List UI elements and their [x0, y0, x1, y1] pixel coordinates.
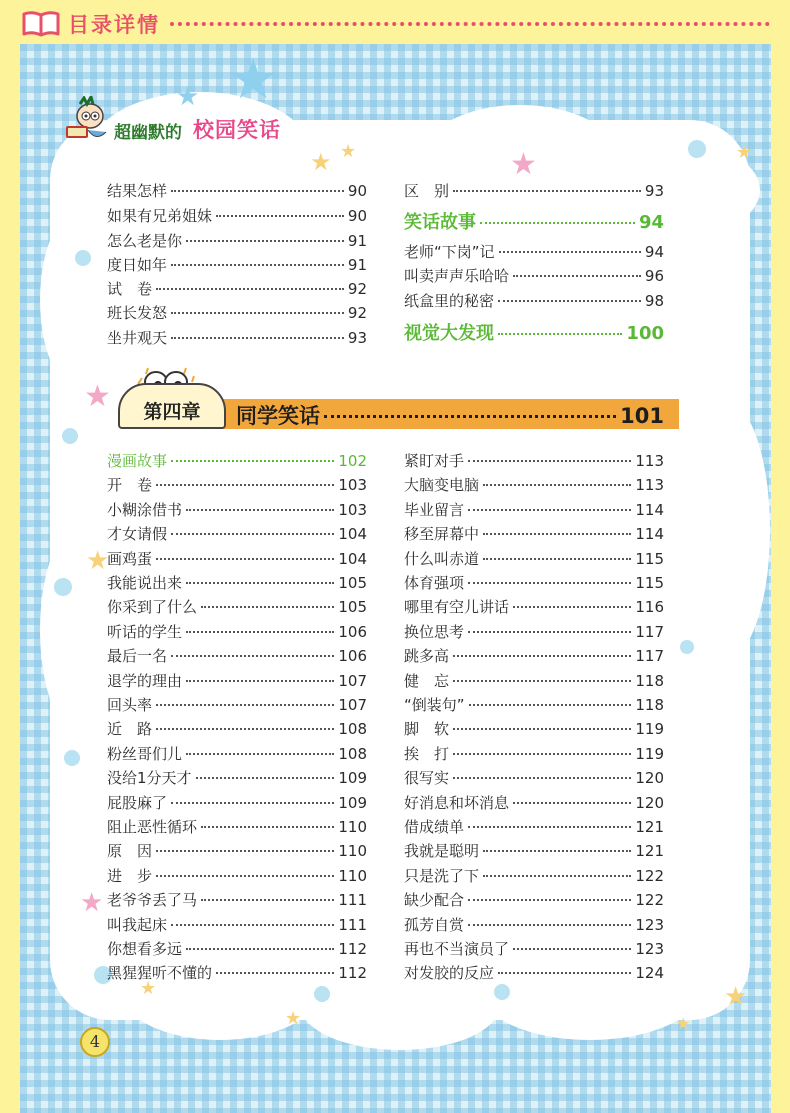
toc-entry[interactable]: [107, 914, 367, 936]
toc-entry[interactable]: [404, 290, 664, 312]
star-icon: ★: [140, 978, 157, 999]
entry-page: 112: [338, 940, 367, 958]
leader-dots: [171, 312, 344, 314]
entry-title: 换位思考: [404, 622, 465, 641]
entry-page: 104: [338, 525, 367, 544]
toc-entry[interactable]: [107, 840, 367, 862]
book-icon: [22, 11, 60, 37]
leader-dots: [186, 582, 334, 584]
entry-page: 113: [635, 452, 664, 470]
entry-page: 120: [635, 769, 664, 788]
toc-entry[interactable]: [107, 596, 367, 618]
entry-title: 你想看多远: [107, 940, 183, 958]
chapter-label: [118, 383, 226, 429]
entry-title: 毕业留言: [404, 500, 465, 519]
leader-dots: [468, 899, 631, 901]
entry-page: 119: [635, 720, 664, 739]
leader-dots: [171, 655, 334, 657]
entry-title: 视觉大发现: [404, 323, 494, 344]
entry-page: 122: [635, 866, 664, 885]
entry-title: 叫卖声声乐哈哈: [404, 267, 510, 285]
leader-dots: [216, 972, 334, 974]
leader-dots: [186, 753, 334, 755]
entry-title: 怎么老是你: [107, 232, 183, 250]
entry-title: 开 卷: [107, 476, 153, 495]
toc-entry[interactable]: [107, 938, 367, 960]
entry-page: 103: [338, 500, 367, 519]
leader-dots: [186, 948, 334, 950]
leader-dots: [171, 924, 334, 926]
cloud-bump: [680, 400, 770, 660]
leader-dots: [513, 275, 641, 277]
entry-page: 96: [644, 267, 664, 285]
entry-page: 90: [347, 182, 367, 200]
leader-dots: [171, 190, 344, 192]
entry-title: 老师“下岗”记: [404, 243, 495, 261]
leader-dots: [483, 484, 631, 486]
toc-entry[interactable]: [404, 938, 664, 960]
toc-entry[interactable]: [404, 889, 664, 911]
entry-page: 121: [635, 842, 664, 861]
entry-title: 区 别: [404, 182, 450, 200]
leader-dots: [201, 826, 334, 828]
toc-entry[interactable]: [107, 792, 367, 814]
star-icon: ★: [340, 141, 357, 162]
toc-entry[interactable]: [404, 523, 664, 545]
entry-page: 91: [347, 232, 367, 250]
toc-entry[interactable]: [404, 767, 664, 789]
leader-dots: [453, 777, 631, 779]
toc-entry[interactable]: [107, 205, 367, 227]
entry-title: 很写实: [404, 769, 450, 788]
leader-dots: [196, 777, 335, 779]
toc-entry[interactable]: [404, 694, 664, 716]
entry-page: 111: [338, 891, 367, 910]
bubble: [494, 984, 510, 1000]
subtitle-prefix: 超幽默的: [114, 123, 182, 143]
entry-page: 116: [635, 598, 664, 617]
leader-dots: [453, 728, 631, 730]
star-icon: ★: [285, 1008, 302, 1029]
toc-entry[interactable]: [107, 180, 367, 202]
entry-page: 98: [644, 292, 664, 310]
star-icon: ★: [724, 982, 748, 1012]
entry-title: 阻止恶性循环: [107, 818, 198, 836]
leader-dots: [453, 753, 631, 755]
leader-dots: [498, 333, 622, 335]
entry-page: 111: [338, 915, 367, 934]
entry-page: 109: [338, 769, 367, 788]
entry-page: 92: [347, 304, 367, 322]
entry-page: 115: [635, 549, 664, 568]
entry-page: 105: [338, 574, 367, 592]
entry-title: 漫画故事: [107, 452, 168, 470]
bubble: [54, 578, 72, 596]
bubble: [75, 250, 91, 266]
toc-entry[interactable]: [404, 645, 664, 667]
leader-dots: [216, 215, 344, 217]
leader-dots: [156, 875, 334, 877]
star-icon: ★: [310, 148, 332, 176]
toc-entry[interactable]: [404, 743, 664, 765]
toc-entry[interactable]: [107, 718, 367, 740]
entry-title: 再也不当演员了: [404, 940, 510, 958]
entry-title: 如果有兄弟姐妹: [107, 207, 213, 225]
toc-entry[interactable]: [404, 816, 664, 838]
entry-page: 112: [338, 964, 367, 983]
star-icon: ★: [510, 147, 537, 182]
leader-dots: [483, 850, 631, 852]
entry-page: 94: [644, 243, 664, 261]
toc-entry[interactable]: [404, 718, 664, 740]
leader-dots: [186, 680, 334, 682]
toc-entry[interactable]: [107, 962, 367, 984]
leader-dots: [156, 850, 334, 852]
entry-title: 对发胶的反应: [404, 964, 495, 983]
leader-dots: [186, 240, 344, 242]
page-number: 4: [80, 1027, 110, 1057]
header-divider: [170, 22, 770, 26]
leader-dots: [201, 606, 334, 608]
entry-page: 118: [635, 696, 664, 714]
entry-page: 109: [338, 793, 367, 812]
leader-dots: [186, 631, 334, 633]
toc-entry[interactable]: [107, 889, 367, 911]
star-icon: ★: [84, 379, 111, 414]
toc-entry[interactable]: [107, 302, 367, 324]
toc-entry[interactable]: [404, 621, 664, 643]
toc-entry[interactable]: [107, 278, 367, 300]
entry-title: 我就是聪明: [404, 842, 480, 861]
leader-dots: [468, 509, 631, 511]
leader-dots: [186, 509, 334, 511]
entry-page: 119: [635, 744, 664, 763]
toc-entry[interactable]: [107, 816, 367, 838]
entry-title: 小糊涂借书: [107, 500, 183, 519]
leader-dots: [499, 251, 641, 253]
star-icon: ★: [176, 82, 200, 112]
star-icon: ★: [80, 888, 104, 918]
entry-title: 试 卷: [107, 280, 153, 298]
toc-section-entry[interactable]: [404, 319, 664, 344]
bubble: [680, 640, 694, 654]
toc-entry[interactable]: [404, 840, 664, 862]
leader-dots: [171, 460, 334, 462]
entry-title: 退学的理由: [107, 671, 183, 690]
entry-page: 105: [338, 598, 367, 617]
page-header: [0, 0, 790, 44]
entry-page: 123: [635, 915, 664, 934]
star-icon: ★: [676, 1014, 691, 1033]
entry-page: 107: [338, 696, 367, 714]
entry-page: 114: [635, 525, 664, 544]
toc-entry[interactable]: [107, 230, 367, 252]
entry-page: 117: [635, 622, 664, 641]
leader-dots: [483, 875, 631, 877]
toc-entry[interactable]: [404, 914, 664, 936]
entry-page: 114: [635, 500, 664, 519]
entry-title: 紧盯对手: [404, 452, 465, 470]
entry-page: 103: [338, 476, 367, 495]
toc-entry[interactable]: [404, 962, 664, 984]
toc-entry[interactable]: [107, 572, 367, 594]
leader-dots: [468, 460, 631, 462]
leader-dots: [171, 337, 344, 339]
leader-dots: [468, 826, 631, 828]
toc-section-entry[interactable]: [404, 208, 664, 233]
leader-dots: [483, 558, 631, 560]
entry-title: 黑猩猩听不懂的: [107, 964, 213, 983]
leader-dots: [453, 190, 641, 192]
toc-entry[interactable]: [404, 548, 664, 570]
leader-dots: [201, 899, 334, 901]
entry-title: 听话的学生: [107, 622, 183, 641]
entry-page: 120: [635, 793, 664, 812]
toc-entry[interactable]: [404, 596, 664, 618]
entry-page: 108: [338, 744, 367, 763]
toc-entry[interactable]: [107, 865, 367, 887]
entry-page: 110: [338, 818, 367, 836]
chapter-title-row[interactable]: [236, 400, 664, 428]
toc-entry[interactable]: [107, 694, 367, 716]
leader-dots: [498, 972, 631, 974]
entry-title: 健 忘: [404, 671, 450, 690]
entry-title: 只是洗了下: [404, 866, 480, 885]
entry-title: 哪里有空儿讲话: [404, 598, 510, 617]
leader-dots: [156, 728, 334, 730]
leader-dots: [156, 704, 334, 706]
leader-dots: [513, 606, 631, 608]
entry-title: 借成绩单: [404, 818, 465, 836]
entry-title: 画鸡蛋: [107, 549, 153, 568]
toc-entry[interactable]: [107, 670, 367, 692]
entry-title: 笑话故事: [404, 212, 476, 233]
entry-page: 102: [338, 452, 367, 470]
entry-page: 106: [338, 622, 367, 641]
toc-entry[interactable]: [404, 865, 664, 887]
entry-page: 122: [635, 891, 664, 910]
entry-title: “倒装句”: [404, 696, 465, 714]
entry-page: 110: [338, 842, 367, 861]
leader-dots: [483, 533, 631, 535]
entry-title: 孤芳自赏: [404, 915, 465, 934]
toc-entry[interactable]: [107, 523, 367, 545]
star-icon: ★: [736, 142, 753, 163]
leader-dots: [513, 948, 631, 950]
entry-page: 93: [347, 329, 367, 347]
toc-entry[interactable]: [107, 474, 367, 496]
bubble: [64, 750, 80, 766]
star-icon: ★: [228, 47, 279, 112]
leader-dots: [468, 924, 631, 926]
entry-title: 大脑变电脑: [404, 476, 480, 495]
chapter-page: 101: [620, 404, 664, 428]
leader-dots: [468, 582, 631, 584]
entry-page: 91: [347, 256, 367, 274]
entry-page: 92: [347, 280, 367, 298]
toc-entry[interactable]: [107, 743, 367, 765]
entry-page: 113: [635, 476, 664, 495]
entry-title: 老爷爷丢了马: [107, 891, 198, 910]
entry-title: 叫我起床: [107, 915, 168, 934]
entry-page: 121: [635, 818, 664, 836]
leader-dots: [156, 288, 344, 290]
toc-entry[interactable]: [404, 241, 664, 263]
entry-title: 我能说出来: [107, 574, 183, 592]
entry-page: 104: [338, 549, 367, 568]
toc-entry[interactable]: [107, 767, 367, 789]
entry-page: 123: [635, 940, 664, 958]
star-icon: ★: [86, 546, 110, 576]
entry-title: 结果怎样: [107, 182, 168, 200]
entry-page: 117: [635, 647, 664, 666]
header-title: 目录详情: [68, 13, 160, 37]
entry-title: 移至屏幕中: [404, 525, 480, 544]
leader-dots: [156, 558, 334, 560]
entry-title: 挨 打: [404, 744, 450, 763]
entry-page: 124: [635, 964, 664, 983]
leader-dots: [468, 631, 631, 633]
toc-entry[interactable]: [404, 450, 664, 472]
entry-page: 118: [635, 671, 664, 690]
toc-entry[interactable]: [107, 499, 367, 521]
entry-title: 坐井观天: [107, 329, 168, 347]
entry-title: 回头率: [107, 696, 153, 714]
leader-dots: [480, 222, 635, 224]
entry-page: 110: [338, 866, 367, 885]
entry-title: 纸盒里的秘密: [404, 292, 495, 310]
toc-entry[interactable]: [404, 792, 664, 814]
leader-dots: [156, 484, 334, 486]
bubble: [62, 428, 78, 444]
entry-title: 没给1分天才: [107, 769, 192, 788]
entry-page: 108: [338, 720, 367, 739]
entry-title: 缺少配合: [404, 891, 465, 910]
entry-title: 才女请假: [107, 525, 168, 544]
entry-title: 原 因: [107, 842, 153, 861]
entry-title: 什么叫赤道: [404, 549, 480, 568]
toc-entry[interactable]: [404, 499, 664, 521]
leader-dots: [453, 680, 631, 682]
leader-dots: [171, 802, 334, 804]
subtitle-main: 校园笑话: [193, 118, 281, 142]
toc-entry[interactable]: [404, 474, 664, 496]
toc-entry[interactable]: [107, 254, 367, 276]
chapter-title: 同学笑话: [236, 404, 320, 428]
toc-entry[interactable]: [404, 670, 664, 692]
entry-title: 脚 软: [404, 720, 450, 739]
entry-title: 粉丝哥们儿: [107, 744, 183, 763]
toc-entry[interactable]: [107, 645, 367, 667]
bubble: [314, 986, 330, 1002]
reading-kid-icon: [62, 96, 110, 144]
toc-entry[interactable]: [404, 265, 664, 287]
toc-entry[interactable]: [404, 572, 664, 594]
entry-title: 屁股麻了: [107, 793, 168, 812]
toc-entry[interactable]: [107, 450, 367, 472]
leader-dots: [453, 655, 631, 657]
entry-title: 班长发怒: [107, 304, 168, 322]
entry-title: 最后一名: [107, 647, 168, 666]
leader-dots: [513, 802, 631, 804]
entry-page: 107: [338, 671, 367, 690]
entry-title: 跳多高: [404, 647, 450, 666]
leader-dots: [171, 264, 344, 266]
entry-title: 进 步: [107, 866, 153, 885]
entry-page: 106: [338, 647, 367, 666]
entry-title: 好消息和坏消息: [404, 793, 510, 812]
entry-title: 体育强项: [404, 574, 465, 592]
leader-dots: [498, 300, 641, 302]
bubble: [688, 140, 706, 158]
toc-entry[interactable]: [107, 548, 367, 570]
toc-entry[interactable]: [107, 327, 367, 349]
leader-dots: [469, 704, 632, 706]
entry-page: 90: [347, 207, 367, 225]
entry-page: 93: [644, 182, 664, 200]
toc-entry[interactable]: [404, 180, 664, 202]
entry-title: 你采到了什么: [107, 598, 198, 617]
entry-title: 近 路: [107, 720, 153, 739]
chapter-number: 第四章: [143, 401, 201, 423]
entry-page: 94: [638, 212, 664, 233]
entry-title: 度日如年: [107, 256, 168, 274]
entry-page: 100: [626, 323, 664, 344]
toc-entry[interactable]: [107, 621, 367, 643]
leader-dots: [171, 533, 334, 535]
leader-dots: [324, 415, 616, 418]
entry-page: 115: [635, 574, 664, 592]
